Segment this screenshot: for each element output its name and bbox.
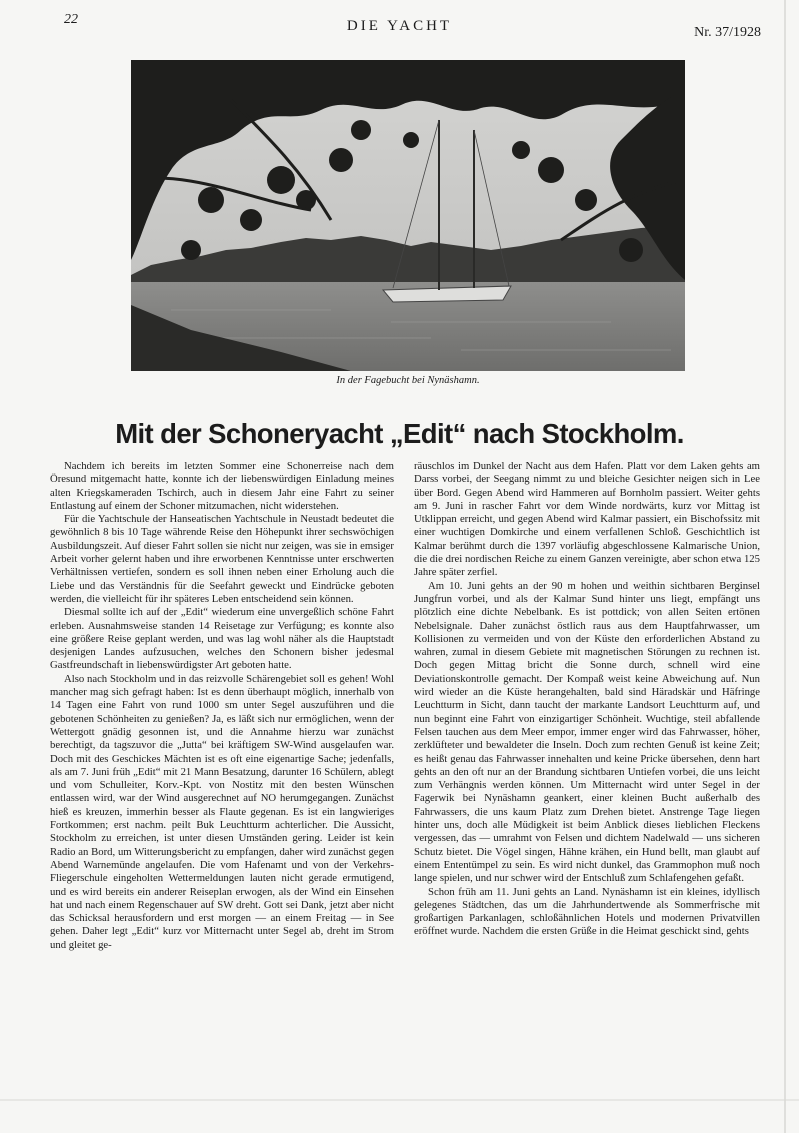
article-column-right: [414, 460, 760, 939]
article-photo: [131, 60, 685, 371]
page-header: [0, 12, 799, 42]
paragraph: Nachdem ich bereits im letzten Sommer eine Schonerreise nach dem Öresund mitgemacht hatte, konnte ich der liebenswürdigen Einladung meines alten Kriegskameraden Tschirch, auch in diesem Jahr eine Fahrt zu seiner Entlastung auf einem der Schoner mitzumachen, nicht widerstehen.: [50, 460, 394, 512]
article-headline: Mit der Schoneryacht „Edit“ nach Stockholm.: [115, 418, 684, 449]
magazine-title: DIE YACHT: [346, 18, 453, 34]
photo-caption: In der Fagebucht bei Nynäshamn.: [336, 375, 480, 386]
issue-number: Nr. 37/1928: [694, 25, 761, 40]
article-column-left: [50, 460, 394, 952]
paragraph: Diesmal sollte ich auf der „Edit“ wiederum eine unvergeßlich schöne Fahrt erleben. Ausnahmsweise standen 14 Reisetage zur Verfügung; es konnte also eine größere Reise geplant werden, und was lag wohl näher als die Hauptstadt desjenigen Landes aufzusuchen, welches den Schonern bisher jedesmal Gastfreundschaft in liebenswürdigster Art geboten hatte.: [50, 606, 394, 672]
paragraph: Also nach Stockholm und in das reizvolle Schärengebiet soll es gehen! Wohl mancher mag sich gefragt haben: Ist es denn überhaupt möglich, innerhalb von 14 Tagen eine Fahrt von rund 1000 sm unter Segel auszuführen und die gebotenen Schönheiten zu genießen? Ja, es läßt sich nur ermöglichen, wenn der Wettergott gnädig gesonnen ist, und die Annahme hierzu war zunächst berechtigt, da tagszuvor die „Jutta“ bei kräftigem SW-Wind ausgelaufen war. Doch mit des Geschickes Mächten ist es oft eine eigenartige Sache; jedenfalls, als am 7. Juni früh „Edit“ mit 21 Mann Besatzung, darunter 16 Schülern, ablegt und vom Schulleiter, Korv.-Kpt. von Nostitz mit den besten Wünschen entlassen wird, war der Wind ausgerechnet auf NO herumgegangen. Zunächst hieß es kreuzen, immerhin besser als Flaute gegenan. Es ist ein langwieriges Fortkommen; erst nachm. peilt Buk Leuchtturm achterlicher. Die Aussicht, Stockholm zu erreichen, ist unter diesen Umständen gering. Leider ist kein Radio an Bord, um Witterungsbericht zu empfangen, daher wird zunächst gegen Abend Warnemünde angelaufen. Die vom Hafenamt und von der Verkehrs-Fliegerschule eingeholten Wettermeldungen lauten nicht gerade ermutigend, und es wird bereits ein anderer Reiseplan erwogen, als der Wind ein Einsehen hat und nach einem Regenschauer auf SW dreht. Gott sei Dank, jetzt aber nicht das Schicksal herausfordern und erst morgen — an einem Freitag — in See gehen. Daher legt „Edit“ kurz vor Mitternacht unter Segel ab, dreht im Strom und gleitet ge-: [50, 672, 394, 951]
paragraph: Am 10. Juni gehts an der 90 m hohen und weithin sichtbaren Berginsel Jungfrun vorbei, und als der Kalmar Sund hinter uns liegt, empfängt uns plötzlich eine dichte Nebelbank. Es ist pottdick; von allen Seiten ertönen Nebelsignale. Daher zunächst östlich raus aus dem Hauptfahrwasser, um Kollisionen zu vermeiden und von der Küste den erforderlichen Abstand zu wahren, zumal in diesem Gebiete mit magnetischen Störungen zu rechnen ist. Doch gegen Mittag bricht die Sonne durch, schnell wird eine Deviationskontrolle gemacht. Der Kompaß weist keine Abweichung auf. Nun wird wieder an die Küste herangehalten, bald sind Häradskär und Häfringe Leuchtturm in Sicht, dann taucht der markante Landsort Leuchtturm auf, und nun beginnt eine Fahrt von einzigartiger Schönheit. Wuchtige, steil abfallende Felsen tauchen aus dem Meer empor, immer enger wird das Fahrwasser, höher, zerklüfteter und bewaldeter die Inseln. Doch zum rechten Genuß ist keine Zeit; es heißt genau das Fahrwasser innehalten und keine Pricke übersehen, denn hart gehts an den oft nur an der Brandung sichtbaren Untiefen vorbei, die uns leicht zum Verhängnis werden können. Um Mitternacht wird unter Segel in der Fagerwik bei Nynäshamn geankert, einer kleinen Bucht außerhalb des Fahrwassers, die uns kaum Platz zum Drehen bietet. Anstrenge Tage liegen hinter uns, doch alle Müdigkeit ist beim Anblick dieses lieblichen Fleckens vergessen, das — umrahmt von Felsen und dichtem Nadelwald — uns sicheren Schutz bietet. Die Vögel singen, Hähne krähen, ein Hund bellt, man glaubt auf einem Ententümpel zu sein. Es wird nicht dunkel, das Grammophon muß noch lange spielen, und nur schwer wird der Entschluß zum Schlafengehen gefaßt.: [414, 579, 760, 885]
paragraph: Für die Yachtschule der Hanseatischen Yachtschule in Neustadt bedeutet die gewöhnlich 8 bis 10 Tage währende Reise den Höhepunkt ihrer sechswöchigen Ausbildungszeit. Auf dieser Fahrt sollen sie nicht nur zeigen, was sie in emsiger Arbeit vorher gelernt haben und ihre erworbenen Kenntnisse unter erschwerten Verhältnissen vertiefen, sondern es soll ihnen neben einer Erholung auch die Liebe und das Verständnis für die Seefahrt geweckt und Eindrücke geboten werden, die vielleicht für ihr späteres Leben entscheidend sein können.: [50, 513, 394, 605]
paragraph: Schon früh am 11. Juni gehts an Land. Nynäshamn ist ein kleines, idyllisch gelegenes Städtchen, das um die Jahrhundertwende als Sommerfrische mit großartigen Parkanlagen, schloßähnlichen Hotels und modernen Privatvillen eröffnet wurde. Nachdem die ersten Grüße in die Heimat geschickt sind, gehts: [414, 885, 760, 938]
page-number: 22: [64, 12, 78, 27]
schooner-photo-illustration: [131, 60, 685, 371]
paragraph: räuschlos im Dunkel der Nacht aus dem Hafen. Platt vor dem Laken gehts am Darss vorbei, der Seegang nimmt zu und bleiche Gesichter neigen sich in Lee über Bord. Gegen Abend wird Hammeren auf Bornholm passiert. Weiter gehts am 9. Juni in rascher Fahrt vor dem Winde nordwärts, kurz vor Mittag ist Utklippan erreicht, und gegen Abend wird Kalmar passiert, ein Bischofssitz mit einer wuchtigen Domkirche und einem verfallenen Schloß. Geschichtlich ist Kalmar berühmt durch die 1397 vorläufig abgeschlossene Kalmarische Union, die die drei nordischen Reiche zu einem Ganzen vereinigte, aber schon etwa 125 Jahre später zerfiel.: [414, 460, 760, 579]
